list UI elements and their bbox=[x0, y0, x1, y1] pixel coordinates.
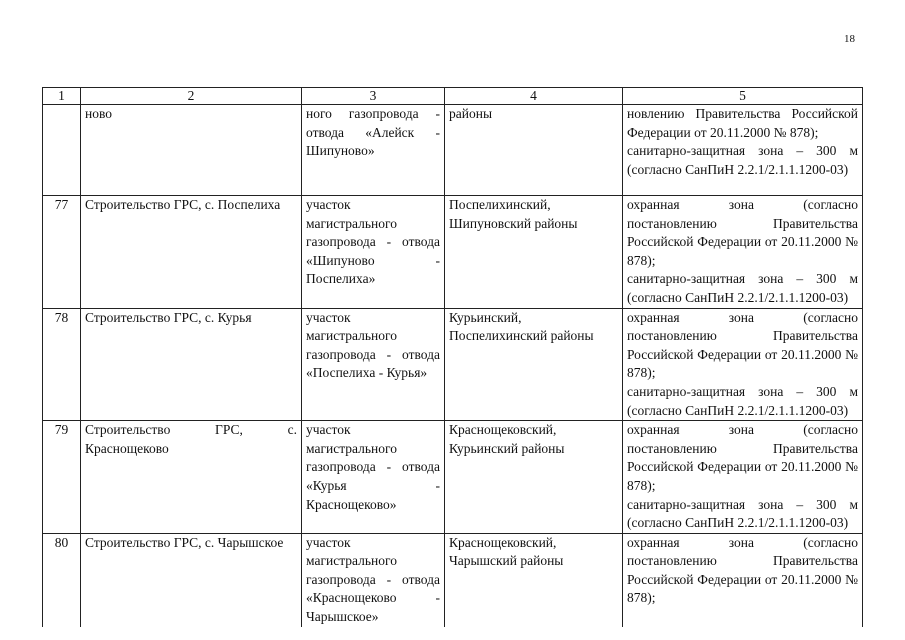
object-name: Строительство ГРС, с. Курья bbox=[81, 308, 302, 421]
protection-zone: новлению Правительства Российской Федерации от 20.11.2000 № 878); bbox=[627, 106, 858, 140]
pipeline-section: ного газопровода - отвода «Алейск - Шипуново» bbox=[302, 105, 445, 196]
districts: Поспелихинский, Шипуновский районы bbox=[445, 196, 623, 309]
sanitary-zone: санитарно-защитная зона – 300 м (согласно СанПиН 2.2.1/2.1.1.1200-03) bbox=[627, 143, 858, 177]
protection-zone: охранная зона (согласно постановлению Правительства Российской Федерации от 20.11.2000 № 878); bbox=[627, 309, 858, 381]
pipeline-section: участок магистрального газопровода - отвода «Курья - Краснощеково» bbox=[302, 421, 445, 534]
protection-zone: охранная зона (согласно постановлению Правительства Российской Федерации от 20.11.2000 № 878); bbox=[627, 422, 858, 493]
row-number: 80 bbox=[43, 533, 81, 626]
row-number: 78 bbox=[43, 308, 81, 421]
sanitary-zone: санитарно-защитная зона – 300 м (согласно СанПиН 2.2.1/2.1.1.1200-03) bbox=[627, 383, 858, 418]
zones-cell bbox=[623, 105, 863, 196]
column-header: 3 bbox=[302, 88, 445, 105]
column-header: 4 bbox=[445, 88, 623, 105]
districts: Краснощековский, Курьинский районы bbox=[445, 421, 623, 534]
zones-cell bbox=[623, 308, 863, 421]
object-name: ново bbox=[81, 105, 302, 196]
sanitary-zone: санитарно-защитная зона – 300 м (согласно СанПиН 2.2.1/2.1.1.1200-03) bbox=[627, 496, 858, 531]
objects-table bbox=[42, 87, 863, 627]
object-name: Строительство ГРС, с. Поспелиха bbox=[81, 196, 302, 309]
pipeline-section: участок магистрального газопровода - отвода «Краснощеково - Чарышское» bbox=[302, 533, 445, 626]
zones-cell bbox=[623, 533, 863, 626]
table-row bbox=[43, 308, 863, 421]
table-header-row bbox=[43, 88, 863, 105]
column-header: 2 bbox=[81, 88, 302, 105]
page-number: 18 bbox=[844, 33, 855, 45]
sanitary-zone: санитарно-защитная зона – 300 м (согласно СанПиН 2.2.1/2.1.1.1200-03) bbox=[627, 271, 858, 305]
districts: Курьинский, Поспелихинский районы bbox=[445, 308, 623, 421]
pipeline-section: участок магистрального газопровода - отвода «Поспелиха - Курья» bbox=[302, 308, 445, 421]
object-name: Строительство ГРС, с. Чарышское bbox=[81, 533, 302, 626]
protection-zone: охранная зона (согласно постановлению Правительства Российской Федерации от 20.11.2000 № 878); bbox=[627, 534, 858, 606]
table-row bbox=[43, 196, 863, 309]
row-number: 77 bbox=[43, 196, 81, 309]
table-row bbox=[43, 105, 863, 196]
column-header: 1 bbox=[43, 88, 81, 105]
zones-cell bbox=[623, 421, 863, 534]
row-number bbox=[43, 105, 81, 196]
districts: Краснощековский, Чарышский районы bbox=[445, 533, 623, 626]
pipeline-section: участок магистрального газопровода - отвода «Шипуново - Поспелиха» bbox=[302, 196, 445, 309]
row-number: 79 bbox=[43, 421, 81, 534]
table-row bbox=[43, 421, 863, 534]
object-name: Строительство ГРС, с. Краснощеково bbox=[81, 421, 302, 534]
zones-cell bbox=[623, 196, 863, 309]
column-header: 5 bbox=[623, 88, 863, 105]
table-row bbox=[43, 533, 863, 626]
protection-zone: охранная зона (согласно постановлению Правительства Российской Федерации от 20.11.2000 № 878); bbox=[627, 197, 858, 268]
districts: районы bbox=[445, 105, 623, 196]
